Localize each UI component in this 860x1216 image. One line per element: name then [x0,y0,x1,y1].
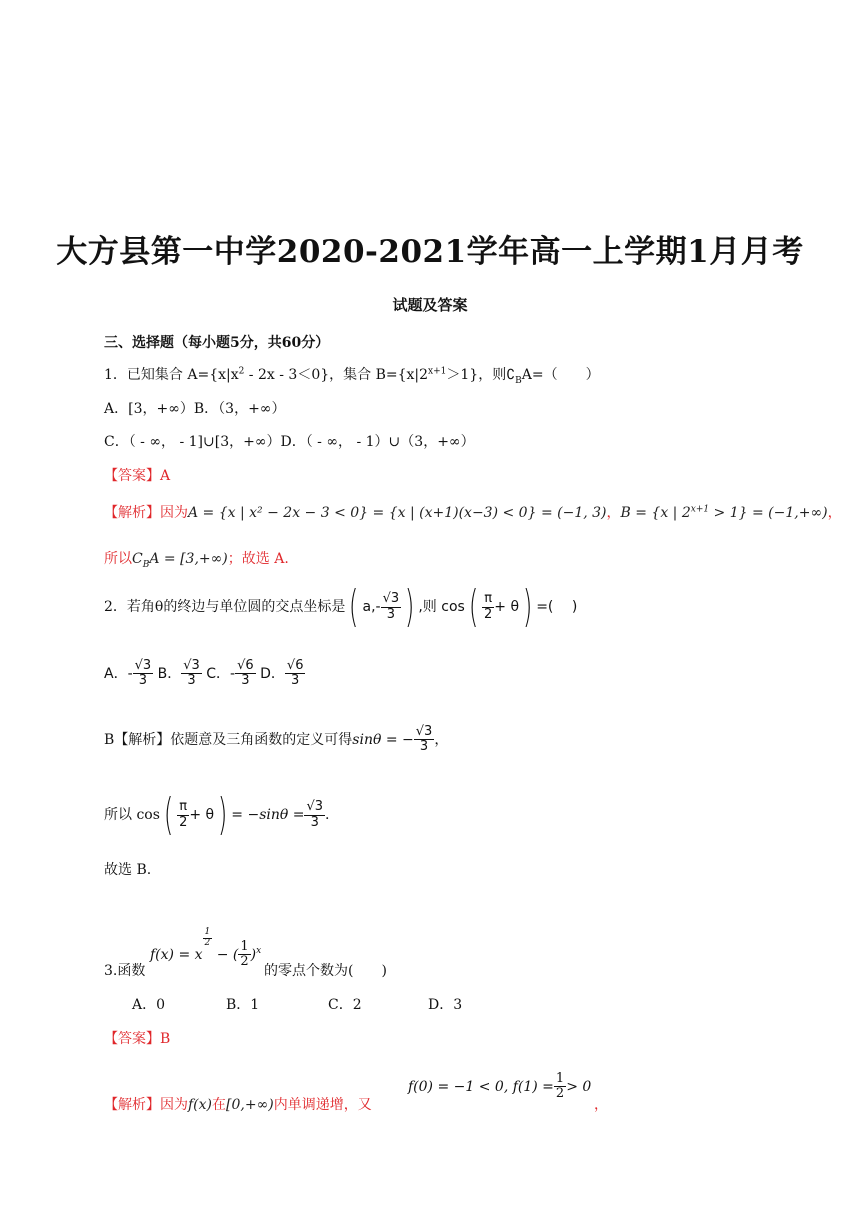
q1-stem: 1．已知集合 $A=\{x|x^2 - 2x - 3<0\}$，集合 $B=\{x|2^{x+1}>1\}$，则$∁_BA=$（ ） [104,366,600,386]
q1-analysis: 【解析】因为A = {x | x² − 2x − 3 < 0} = {x | (x+1)(x−3) < 0} = (−1, 3)，B = {x | $2^{x+1} > 1\} = (-1,+\infty)$， [104,504,842,521]
page-subtitle: 试题及答案 [392,296,468,314]
page-title: 大方县第一中学2020-2021学年高一上学期1月月考 [56,234,804,270]
q3-option-d: D．3 [428,997,463,1013]
q3-option-a: A．0 [132,997,166,1013]
q2-analysis: B【解析】依题意及三角函数的定义可得sinθ = − $\frac{√3}{3}$ ， [104,724,449,755]
q3-option-b: B．1 [226,997,260,1013]
q1-answer: 【答案】A [104,468,171,484]
q2-choose: 故选 B. [104,862,152,878]
q1-conclusion: 所以$C_BA = [3,+\infty)$；故选 A. [104,551,289,570]
q3-answer: 【答案】B [104,1031,171,1047]
q3-stem-num: 3.函数 [104,963,146,979]
section-heading: 三、选择题（每小题5分，共60分） [104,335,330,351]
q3-stem-end: 的零点个数为( ) [264,963,387,979]
q3-function: f(x) = x $\frac{1}{2}$ − ( $\frac{1}{2}$ )$^x$ [150,927,262,970]
q2-then: 所以 cos( $\frac{\pi}{2}$ + θ) = −sinθ = $\frac{√3}{3}$ . [104,789,330,840]
q3-analysis: 【解析】因为f(x)在[0,+∞)内单调递增，又 [104,1097,372,1113]
q3-analysis-math: f(0) = −1 < 0, f(1) = $\frac{1}{2}$ > 0 [408,1071,592,1102]
q3-analysis-end: ， [594,1097,608,1113]
q1-options-cd: C．（ - ∞， - 1]∪[3，+∞）D．（ - ∞， - 1）∪（3，+∞） [104,434,475,450]
q2-stem: 2．若角θ的终边与单位圆的交点坐标是( a,- $\frac{√3}{3}$ ) ,则 cos( $\frac{\pi}{2}$ + θ) =( ) [104,581,578,632]
q3-option-c: C．2 [328,997,362,1013]
q2-options: A．- $\frac{√3}{3}$ B． $\frac{√3}{3}$ C．- $\frac{√6}{3}$ D． $\frac{√6}{3}$ [104,658,304,689]
q1-options-ab: A．[3，+∞）B．（3，+∞） [104,401,286,417]
